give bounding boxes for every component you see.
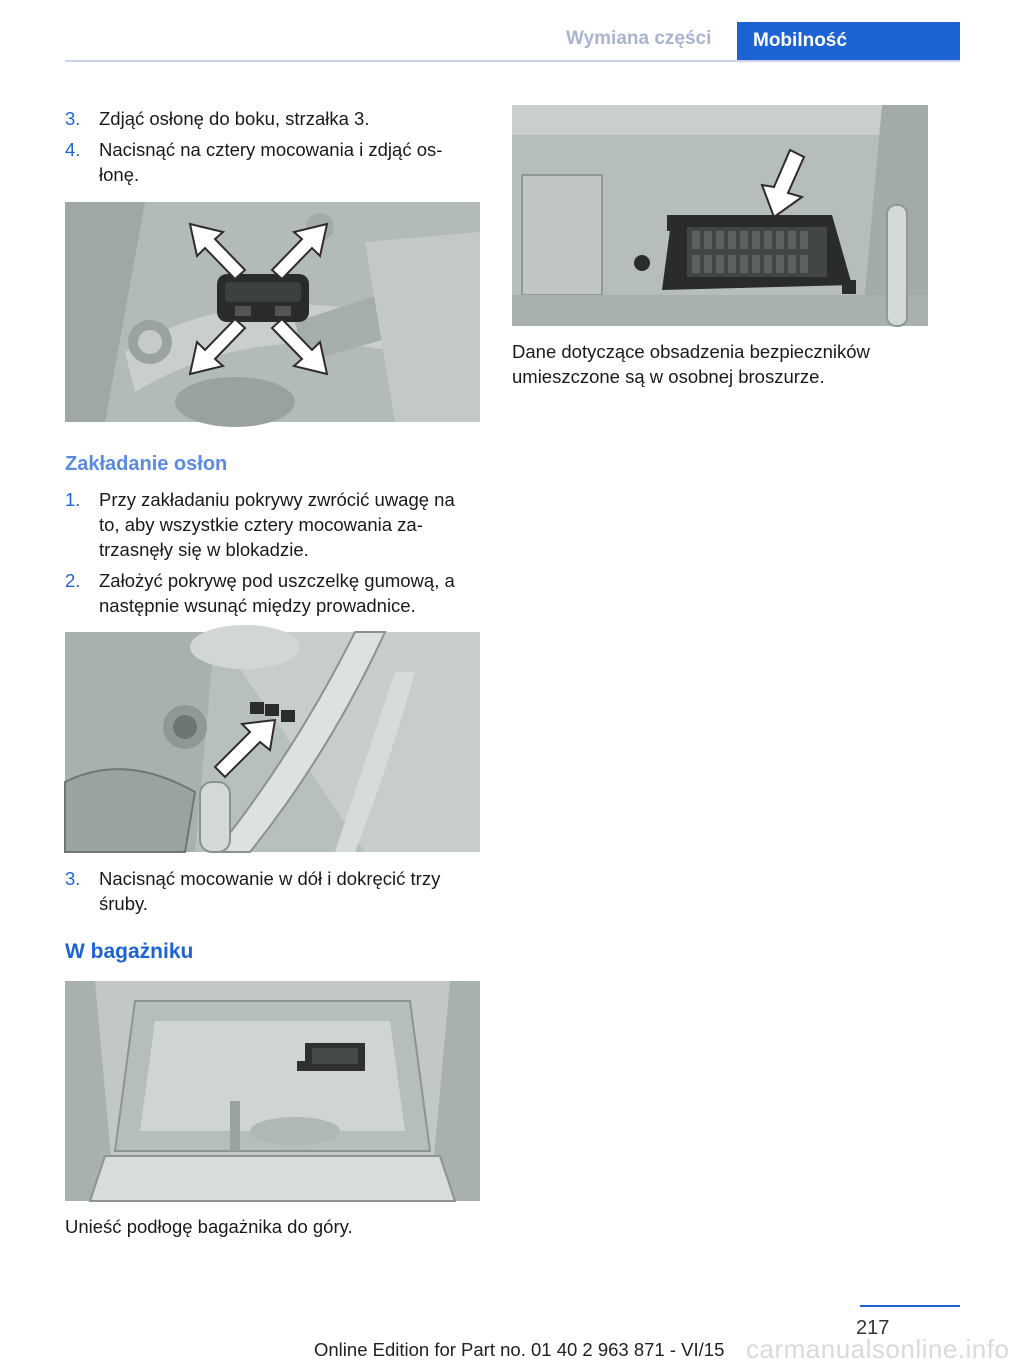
step-text: Nacisnąć mocowanie w dół i dokręcić trzy śruby.: [99, 868, 441, 914]
header-divider: [65, 60, 960, 62]
step-number: 4.: [65, 139, 81, 160]
edition-info: Online Edition for Part no. 01 40 2 963 871 - VI/15: [314, 1339, 725, 1360]
header-section-label: Wymiana części: [566, 28, 712, 49]
step-text: Nacisnąć na cztery mocowania i zdjąć osłonę.: [99, 139, 443, 185]
step-text: Przy zakładaniu pokrywy zwrócić uwagę na to, aby wszystkie cztery mocowania zatrzasnęły się w blokadzie.: [99, 489, 455, 560]
step-number: 3.: [65, 108, 81, 129]
engine-cover-photo: [65, 202, 480, 422]
section-subheading: Zakładanie osłon: [65, 453, 228, 475]
footer-divider: [860, 1305, 960, 1307]
step-text: Założyć pokrywę pod uszczelkę gumową, a następnie wsunąć między prowadnice.: [99, 570, 455, 616]
header-chapter-tab[interactable]: Mobilność: [737, 22, 960, 62]
fuse-box-photo: [512, 105, 928, 326]
watermark: carmanualsonline.info: [746, 1334, 1009, 1364]
page-number: 217: [856, 1317, 890, 1339]
step-text: Zdjąć osłonę do boku, strzałka 3.: [99, 108, 370, 129]
step-number: 2.: [65, 570, 81, 591]
cover-guide-photo: [65, 632, 480, 852]
section-heading: W bagażniku: [65, 940, 194, 963]
trunk-photo: [65, 981, 480, 1201]
fuse-info-caption: Dane dotyczące obsadzenia bezpieczników umieszczone są w osobnej broszurze.: [512, 341, 870, 387]
trunk-caption: Unieść podłogę bagażnika do góry.: [65, 1216, 353, 1237]
step-number: 3.: [65, 868, 81, 889]
step-number: 1.: [65, 489, 81, 510]
